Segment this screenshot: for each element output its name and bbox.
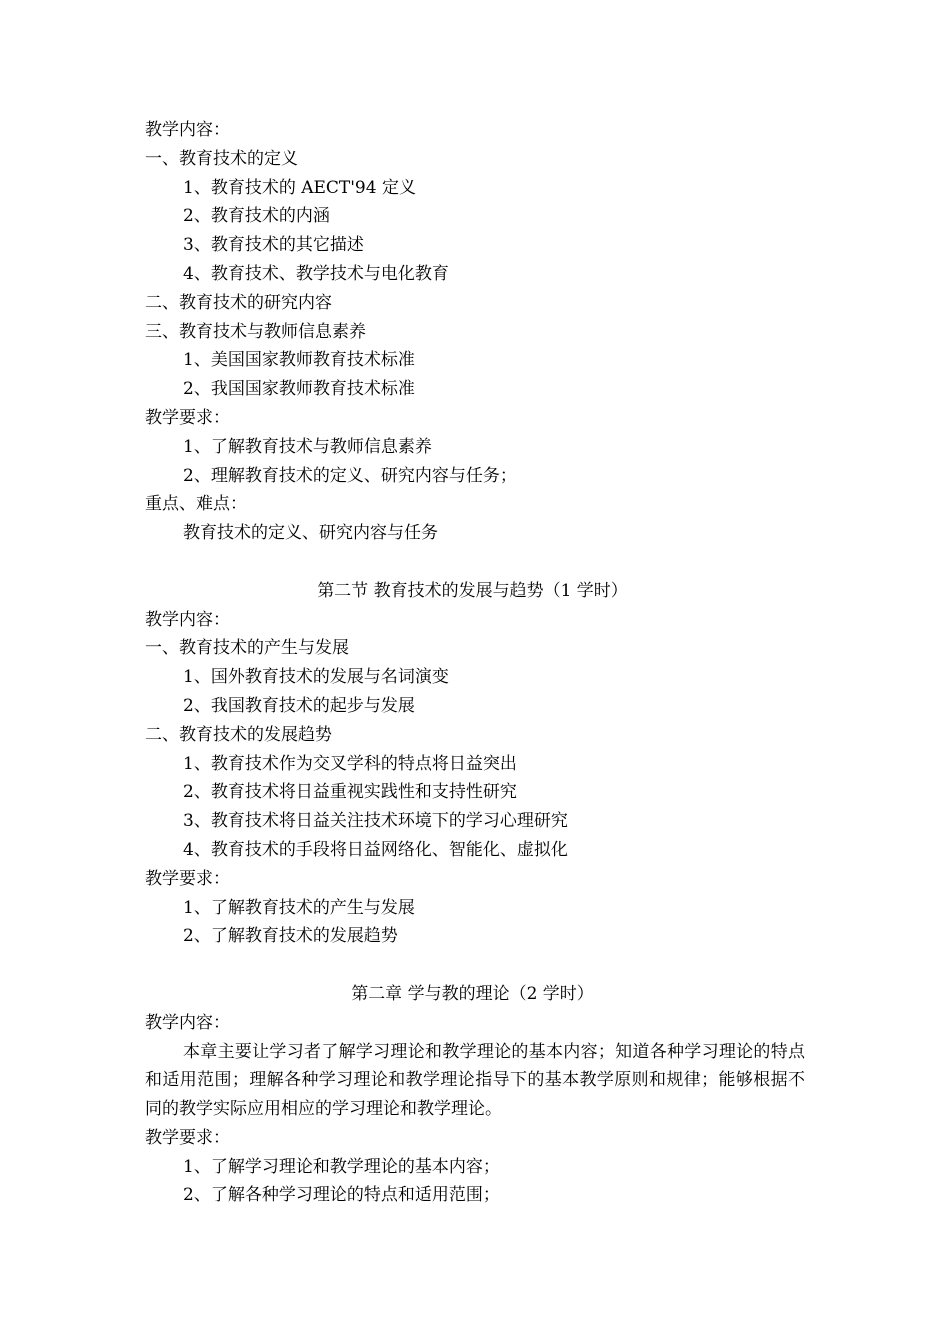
- content-label: 教学内容：: [145, 120, 230, 140]
- outline-item: 一、教育技术的产生与发展: [145, 638, 349, 659]
- spacer: [145, 951, 805, 980]
- outline-subitem: 2、我国教育技术的起步与发展: [183, 695, 415, 716]
- requirement-item: 2、了解各种学习理论的特点和适用范围；: [183, 1185, 500, 1206]
- content-label: 教学内容：: [145, 1012, 230, 1033]
- outline-subitem: 3、教育技术的其它描述: [183, 235, 364, 256]
- outline-subitem: 1、教育技术作为交叉学科的特点将日益突出: [183, 753, 517, 774]
- requirement-item: 1、了解学习理论和教学理论的基本内容；: [183, 1156, 500, 1177]
- requirements-label: 教学要求：: [145, 407, 230, 428]
- outline-item: 一、教育技术的定义: [145, 148, 298, 169]
- outline-subitem: 2、教育技术将日益重视实践性和支持性研究: [183, 782, 517, 803]
- outline-subitem: 1、美国国家教师教育技术标准: [183, 350, 415, 371]
- requirement-item: 1、了解教育技术的产生与发展: [183, 897, 415, 918]
- outline-subitem: 4、教育技术的手段将日益网络化、智能化、虚拟化: [183, 839, 568, 860]
- outline-item: 三、教育技术与教师信息素养: [145, 321, 366, 342]
- content-label: 教学内容：: [145, 609, 230, 630]
- chapter-heading: 第二章 学与教的理论（2 学时）: [351, 983, 594, 1004]
- outline-subitem: 2、我国国家教师教育技术标准: [183, 379, 415, 400]
- requirements-label: 教学要求：: [145, 1127, 230, 1148]
- requirement-item: 2、了解教育技术的发展趋势: [183, 926, 398, 947]
- outline-subitem: 2、教育技术的内涵: [183, 206, 330, 227]
- outline-subitem: 3、教育技术将日益关注技术环境下的学习心理研究: [183, 811, 568, 832]
- outline-item: 二、教育技术的研究内容: [145, 292, 332, 313]
- outline-subitem: 4、教育技术、教学技术与电化教育: [183, 263, 449, 284]
- key-points-text: 教育技术的定义、研究内容与任务: [183, 523, 438, 544]
- outline-subitem: 1、教育技术的 AECT'94 定义: [183, 177, 416, 198]
- requirements-label: 教学要求：: [145, 868, 230, 889]
- requirement-item: 1、了解教育技术与教师信息素养: [183, 436, 432, 457]
- requirement-item: 2、理解教育技术的定义、研究内容与任务；: [183, 465, 517, 486]
- chapter-summary-paragraph: 本章主要让学习者了解学习理论和教学理论的基本内容；知道各种学习理论的特点和适用范围；理解各种学习理论和教学理论指导下的基本教学原则和规律；能够根据不同的教学实际应用相应的学习理论和教学理论。: [145, 1041, 805, 1120]
- section-heading: 第二节 教育技术的发展与趋势（1 学时）: [317, 580, 628, 601]
- spacer: [145, 548, 805, 577]
- key-points-label: 重点、难点：: [145, 494, 247, 515]
- outline-item: 二、教育技术的发展趋势: [145, 724, 332, 745]
- outline-subitem: 1、国外教育技术的发展与名词演变: [183, 667, 449, 688]
